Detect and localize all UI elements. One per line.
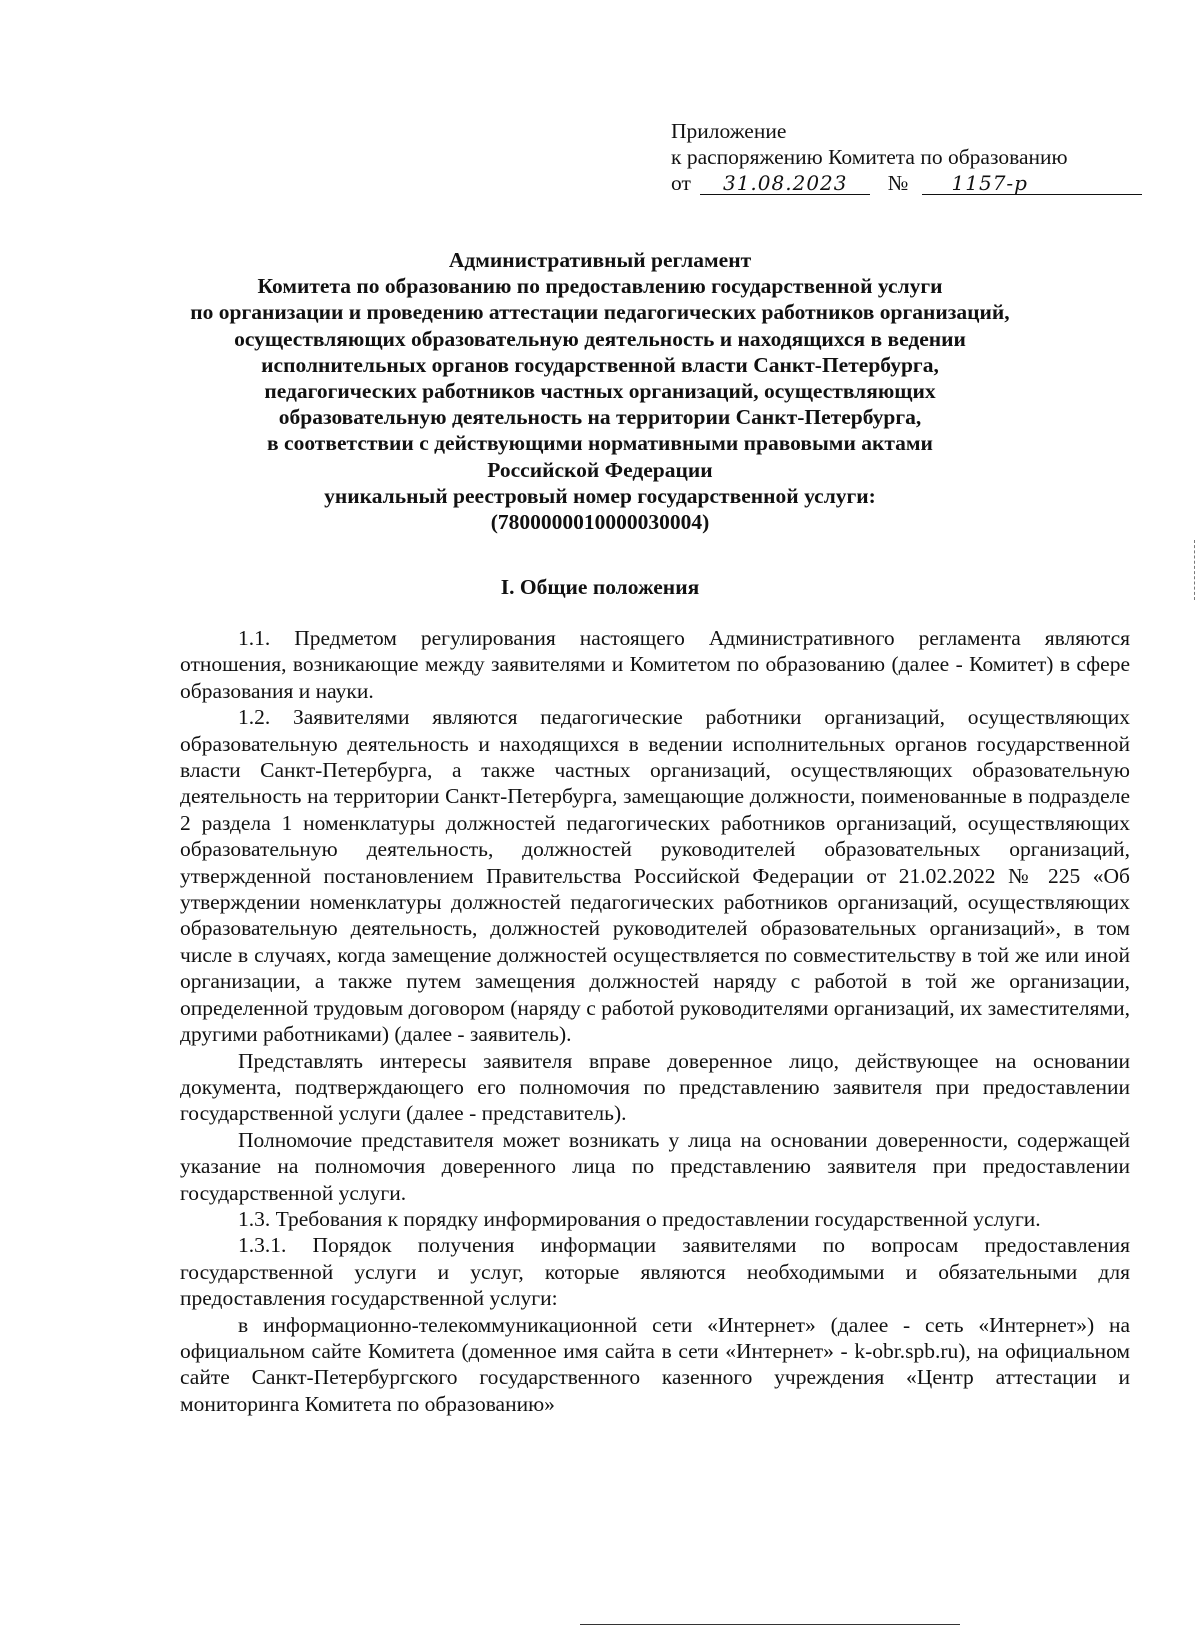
paragraph: 1.2. Заявителями являются педагогические работники организаций, осуществляющих образовательную деятельность и находящихся в ведении исполнительных органов государственной власти Санкт-Петербурга, а также частных организаций, осуществляющих образовательную деятельность на территории Санкт-Петербурга, замещающие должности, поименованные в подразделе 2 раздела 1 номенклатуры должностей педагогических работников организаций, осуществляющих образовательную деятельность, должностей руководителей образовательных организаций, утвержденной постановлением Правительства Российской Федерации от 21.02.2022 № 225 «Об утверждении номенклатуры должностей педагогических работников организаций, осуществляющих образовательную деятельность, должностей руководителей образовательных организаций», в том числе в случаях, когда замещение должностей осуществляется по совместительству в той же или иной организации, а также путем замещения должностей наряду с работой в той же организации, определенной трудовым договором (наряду с работой руководителями организаций, их заместителями, другими работниками) (далее - заявитель). [180,705,1130,1047]
title-line: в соответствии с действующими нормативными правовыми актами [267,431,933,456]
scan-edge-mark [1194,540,1199,600]
number-label: № [887,171,909,195]
handwritten-date: 31.08.2023 [700,172,870,195]
title-line: исполнительных органов государственной власти Санкт-Петербурга, [261,352,939,377]
handwritten-number: 1157-р [922,172,1142,195]
title-line: (7800000010000030004) [490,510,710,535]
title-line: Административный регламент [448,248,752,272]
title-line: осуществляющих образовательную деятельность и находящихся в ведении [234,326,966,351]
document-title [150,247,1050,535]
body-text [180,625,1130,1417]
appendix-date-number-line [671,170,1142,196]
scan-footer-line [580,1624,960,1625]
paragraph: 1.3. Требования к порядку информирования о предоставлении государственной услуги. [238,1206,1041,1231]
from-label: от [671,171,691,195]
appendix-title: Приложение [671,119,787,143]
paragraph: 1.3.1. Порядок получения информации заявителями по вопросам предоставления государственной услуги и услуг, которые являются необходимыми и обязательными для предоставления государственной услуги: [180,1233,1130,1311]
paragraph: 1.1. Предметом регулирования настоящего Административного регламента являются отношения, возникающие между заявителями и Комитетом по образованию (далее - Комитет) в сфере образования и науки. [180,626,1130,703]
paragraph: в информационно-телекоммуникационной сети «Интернет» (далее - сеть «Интернет») на официальном сайте Комитета (доменное имя сайта в сети «Интернет» - k-obr.spb.ru), на официальном сайте Санкт-Петербургского государственного казенного учреждения «Центр аттестации и мониторинга Комитета по образованию» [180,1312,1130,1416]
title-line: уникальный реестровый номер государственной услуги: [324,483,876,508]
title-line: Российской Федерации [487,457,713,482]
title-line: Комитета по образованию по предоставлению государственной услуги [257,274,943,299]
title-line: по организации и проведению аттестации педагогических работников организаций, [190,300,1010,325]
appendix-order-line: к распоряжению Комитета по образованию [671,145,1068,169]
paragraph: Полномочие представителя может возникать у лица на основании доверенности, содержащей указание на полномочия доверенного лица по представлению заявителя при предоставлении государственной услуги. [180,1127,1130,1205]
appendix-header [671,118,1142,196]
section-heading: I. Общие положения [500,575,700,599]
title-line: образовательную деятельность на территории Санкт-Петербурга, [278,405,922,430]
title-line: педагогических работников частных организаций, осуществляющих [264,379,936,404]
paragraph: Представлять интересы заявителя вправе доверенное лицо, действующее на основании документа, подтверждающего его полномочия по представлению заявителя при предоставлении государственной услуги (далее - представитель). [180,1048,1130,1126]
